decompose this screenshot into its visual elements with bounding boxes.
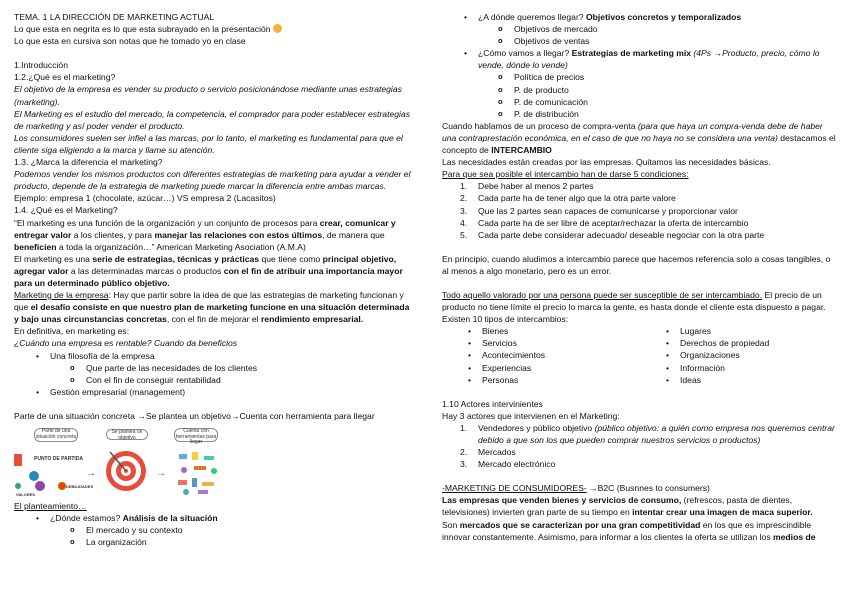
figure-box-situation: Parte de una situación concreta xyxy=(34,428,78,442)
list-item: • Bienes xyxy=(442,325,640,337)
para-tipos: Existen 10 tipos de intercambios: xyxy=(442,314,569,325)
target-icon xyxy=(106,451,146,491)
ama-quote: “El marketing es una función de la organización y un conjunto de procesos para crear, comunicar y entregar valor a los clientes, y para manejar las relaciones con estos últimos, de manera que beneficien a toda la organización…” American Marketing Asociation (A.M.A) xyxy=(14,217,396,252)
person-icon xyxy=(29,471,39,481)
strawberry-icon xyxy=(35,481,45,491)
list-item: 3. Que las 2 partes sean capaces de comunicarse y proporcionar valor xyxy=(460,205,738,216)
list-item: o La organización xyxy=(14,536,412,548)
list-item: • Información xyxy=(640,362,838,374)
para-mercados: Son mercados que se caracterizan por una gran competitividad en los que es imprescindible innovar constantemente. Asimismo, para informar a los clientes la oferta se utilizan los medios de xyxy=(442,519,816,542)
para-marketing-empresa: Marketing de la empresa: Hay que partir sobre la idea de que las estrategias de marketing funcionan y que el desafío consiste en que nuestro plan de marketing funcione en una situación determinada y bajo unas circunstancias concretas, con el fin de mejorar el rendimiento empresarial. xyxy=(14,290,410,325)
list-item: 2. Cada parte ha de tener algo que la otra parte valore xyxy=(460,193,676,204)
tipos-list xyxy=(442,325,838,385)
doc-title: TEMA. 1 LA DIRECCIÓN DE MARKETING ACTUAL xyxy=(14,12,215,22)
figure-illustration xyxy=(14,426,229,498)
sign-icon xyxy=(14,454,22,466)
list-item: o P. de comunicación xyxy=(442,96,838,108)
para-diferencia: Podemos vender los mismos productos con diferentes estrategias de marketing para ayudar a vender el producto, depende de la estrategia de marketing puede marcar la diferencia entre ambas marcas. Ejemplo: empresa 1 (chocolate, azúcar…) VS empresa 2 (Lacasitos) xyxy=(14,169,411,204)
para-todo-aquello: Todo aquello valorado por una persona puede ser susceptible de ser intercambiado. El precio de un producto no tiene límite el precio lo marca la gente, es hasta donde el cliente esta dispuesto a pagar. xyxy=(442,289,826,313)
planteamiento-heading: El planteamiento… xyxy=(14,501,87,511)
valores-label: VALORES xyxy=(16,492,36,497)
smile-emoji-icon xyxy=(273,24,282,33)
para-serie: El marketing es una serie de estrategias, técnicas y prácticas que tiene como principal objetivo, agregar valor a las determinadas marcas o productos con el fin de atribuir una importancia mayor para un determinado público objetivo. xyxy=(14,253,403,288)
list-item: • Lugares xyxy=(640,325,838,337)
para-actores: Hay 3 actores que intervienen en el Marketing: xyxy=(442,410,620,421)
definition-list xyxy=(14,350,412,398)
para-empresas: Las empresas que venden bienes y servicios de consumo, (refrescos, pasta de dientes, televisiones) invierten gran parte de su tiempo en intentar crear una imagen de maca superior. xyxy=(442,495,813,518)
list-item: 1. Vendedores y público objetivo (público objetivo: a quién como empresa nos queremos centrar debido a que son los que pueden comprar nuestros servicios o productos) xyxy=(460,422,835,445)
list-item: o P. de distribución xyxy=(442,108,838,120)
section-1: 1.Introducción xyxy=(14,60,68,71)
figure-box-objective: Se plantea un objetivo xyxy=(106,429,148,440)
para-estudio: El Marketing es el estudio del mercado, la competencia, el comprador para poder establecer estrategias de marketing y así poder vender el producto. xyxy=(14,108,411,131)
list-item: • Acontecimientos xyxy=(442,349,640,361)
punto-partida-label: PUNTO DE PARTIDA xyxy=(34,456,83,462)
list-item: • Personas xyxy=(442,374,640,386)
para-rentable: ¿Cuándo una empresa es rentable? Cuando da beneficios xyxy=(14,338,238,349)
condiciones-list xyxy=(442,180,838,240)
debilidades-label: DEBILIDADES xyxy=(66,484,94,489)
list-item: • Gestión empresarial (management) xyxy=(14,386,412,398)
list-item: 2. Mercados xyxy=(460,447,516,458)
section-1-10: 1.10 Actores intervinientes xyxy=(442,398,543,409)
legend-italic: Lo que esta en cursiva son notas que he tomado yo en clase xyxy=(14,36,246,47)
list-item: o Política de precios xyxy=(442,71,838,83)
list-item: o P. de producto xyxy=(442,84,838,96)
list-item: o Con el fin de conseguir rentabilidad xyxy=(14,374,412,386)
list-item: 4. Cada parte ha de ser libre de aceptar/rechazar la oferta de intercambio xyxy=(460,217,749,228)
para-definitiva: En definitiva, en marketing es: xyxy=(14,326,130,337)
list-item: • ¿A dónde queremos llegar? Objetivos concretos y temporalizados xyxy=(442,11,838,23)
list-item: • Ideas xyxy=(640,374,838,386)
legend-bold: Lo que esta en negrita es lo que esta subrayado en la presentación xyxy=(14,23,412,35)
para-compra-venta: Cuando hablamos de un proceso de compra-venta (para que haya un compra-venda debe de haber una contraprestación económica, en el caso de que no haya no se considera una venta) destacamos el concepto de INTERCAMBIO xyxy=(442,120,836,156)
strategy-figure xyxy=(14,426,412,498)
para-condiciones: Para que sea posible el intercambio han de darse 5 condiciones: xyxy=(442,169,689,180)
para-necesidades: Las necesidades están creadas por las empresas. Quitamos las necesidades básicas. xyxy=(442,157,771,168)
list-item: • ¿Cómo vamos a llegar? Estrategias de marketing mix (4Ps →Producto, precio, cómo lo vende, dónde lo vende) xyxy=(442,47,838,71)
list-item: o Que parte de las necesidades de los clientes xyxy=(14,362,412,374)
list-item: 5. Cada parte debe considerar adecuado/ deseable negociar con la otra parte xyxy=(460,229,765,240)
list-item: o Objetivos de ventas xyxy=(442,35,838,47)
figure-box-tools: Cuenta con herramientas para llegar xyxy=(175,428,217,446)
para-principio: En principio, cuando aludimos a intercambio parece que hacemos referencia solo a cosas tangibles, o al menos a algo monetario, pero es un error. xyxy=(442,253,831,276)
section-1-3: 1.3. ¿Marca la diferencia el marketing? xyxy=(14,157,163,168)
left-column xyxy=(14,11,412,548)
list-item: • Derechos de propiedad xyxy=(640,337,838,349)
para-consumidores: Los consumidores suelen ser infiel a las marcas, por lo tanto, el marketing es fundamental para que el cliente siga eligiendo a la marca y llame su atención. xyxy=(14,132,403,155)
section-1-4: 1.4. ¿Qué es el Marketing? xyxy=(14,205,118,216)
arrow-icon: → xyxy=(86,468,96,479)
planteamiento-list xyxy=(14,512,412,548)
arrow-icon: → xyxy=(156,468,166,479)
actores-list xyxy=(442,422,838,470)
debilidades-icon xyxy=(58,482,66,490)
right-column xyxy=(442,11,838,543)
list-item: • Una filosofía de la empresa xyxy=(14,350,412,362)
objetivos-list xyxy=(442,11,838,120)
list-item: • Organizaciones xyxy=(640,349,838,361)
section-1-2: 1.2.¿Qué es el marketing? xyxy=(14,72,116,83)
list-item: 1. Debe haber al menos 2 partes xyxy=(460,181,594,192)
list-item: 3. Mercado electrónico xyxy=(460,459,556,470)
list-item: • Experiencias xyxy=(442,362,640,374)
tools-icon xyxy=(178,452,217,495)
flow-text: Parte de una situación concreta →Se plantea un objetivo→Cuenta con herramienta para llegar xyxy=(14,410,375,421)
list-item: • ¿Dónde estamos? Análisis de la situación xyxy=(14,512,412,524)
marketing-consumidores-heading: -MARKETING DE CONSUMIDORES- →B2C (Busnnes to consumers) xyxy=(442,483,710,494)
plant-icon xyxy=(15,483,21,489)
list-item: • Servicios xyxy=(442,337,640,349)
para-objetivo: El objetivo de la empresa es vender su producto o servicio posicionándose mediante unas estrategias (marketing). xyxy=(14,84,402,107)
list-item: o El mercado y su contexto xyxy=(14,524,412,536)
list-item: o Objetivos de mercado xyxy=(442,23,838,35)
